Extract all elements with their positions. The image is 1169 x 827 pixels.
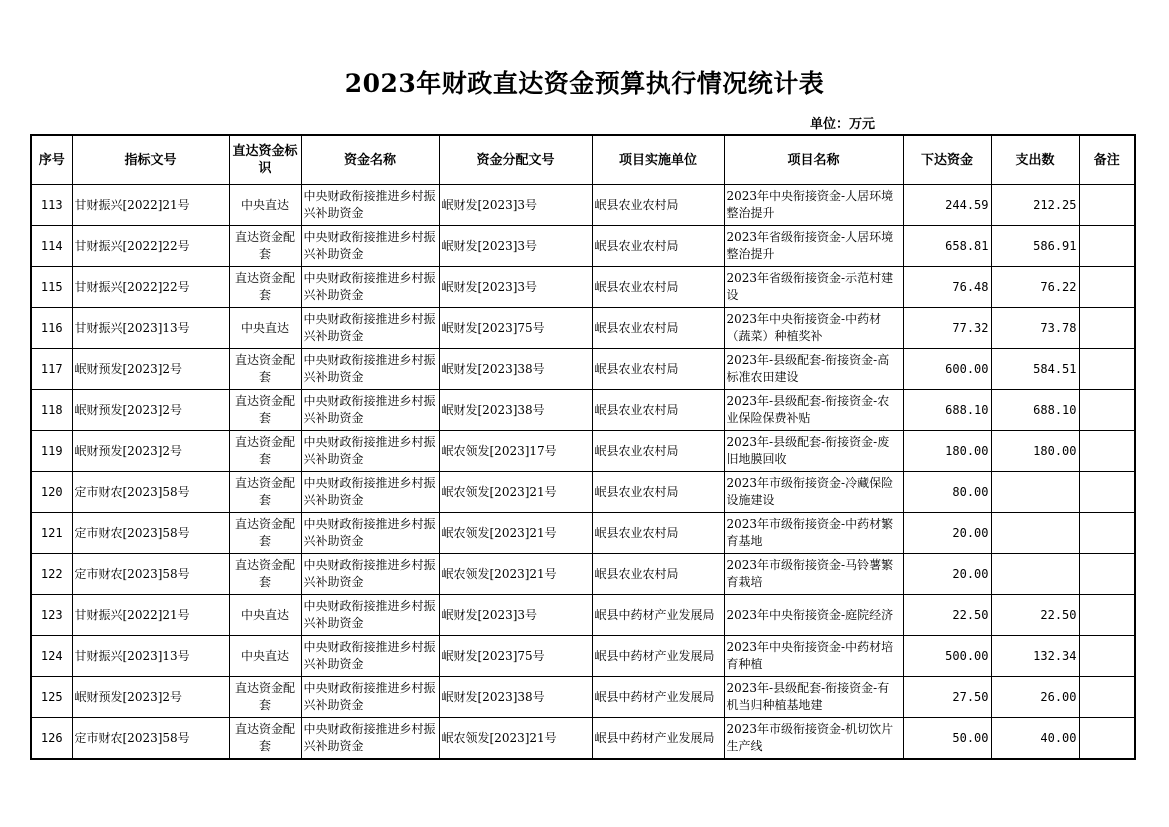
- cell-doc: 甘财振兴[2022]21号: [72, 595, 229, 636]
- budget-table: [30, 134, 1136, 760]
- cell-note: [1079, 349, 1135, 390]
- cell-alloc: 岷农领发[2023]21号: [439, 718, 592, 760]
- cell-seq: 118: [31, 390, 72, 431]
- cell-flag: 中央直达: [229, 595, 301, 636]
- cell-seq: 119: [31, 431, 72, 472]
- cell-fund: 中央财政衔接推进乡村振兴补助资金: [301, 554, 439, 595]
- cell-note: [1079, 472, 1135, 513]
- cell-seq: 123: [31, 595, 72, 636]
- cell-issued: 20.00: [903, 513, 991, 554]
- cell-flag: 直达资金配套: [229, 472, 301, 513]
- cell-doc: 岷财预发[2023]2号: [72, 677, 229, 718]
- header-note: 备注: [1079, 135, 1135, 185]
- header-flag: 直达资金标识: [229, 135, 301, 185]
- header-project: 项目名称: [724, 135, 903, 185]
- table-row: [31, 185, 1135, 226]
- cell-alloc: 岷财发[2023]75号: [439, 308, 592, 349]
- cell-unit: 岷县中药材产业发展局: [592, 636, 724, 677]
- cell-seq: 122: [31, 554, 72, 595]
- cell-note: [1079, 226, 1135, 267]
- cell-flag: 中央直达: [229, 185, 301, 226]
- cell-project: 2023年中央衔接资金-人居环境整治提升: [724, 185, 903, 226]
- cell-fund: 中央财政衔接推进乡村振兴补助资金: [301, 267, 439, 308]
- cell-project: 2023年-县级配套-衔接资金-有机当归种植基地建: [724, 677, 903, 718]
- cell-spent: 76.22: [991, 267, 1079, 308]
- cell-seq: 115: [31, 267, 72, 308]
- cell-unit: 岷县农业农村局: [592, 431, 724, 472]
- cell-seq: 114: [31, 226, 72, 267]
- cell-spent: 688.10: [991, 390, 1079, 431]
- cell-flag: 中央直达: [229, 308, 301, 349]
- cell-unit: 岷县农业农村局: [592, 349, 724, 390]
- cell-doc: 定市财农[2023]58号: [72, 554, 229, 595]
- cell-alloc: 岷农领发[2023]21号: [439, 472, 592, 513]
- table-row: [31, 349, 1135, 390]
- cell-doc: 岷财预发[2023]2号: [72, 390, 229, 431]
- cell-issued: 658.81: [903, 226, 991, 267]
- cell-issued: 500.00: [903, 636, 991, 677]
- table-row: [31, 636, 1135, 677]
- cell-fund: 中央财政衔接推进乡村振兴补助资金: [301, 226, 439, 267]
- cell-doc: 甘财振兴[2023]13号: [72, 636, 229, 677]
- cell-seq: 124: [31, 636, 72, 677]
- table-header-row: [31, 135, 1135, 185]
- cell-unit: 岷县农业农村局: [592, 226, 724, 267]
- cell-seq: 116: [31, 308, 72, 349]
- cell-flag: 直达资金配套: [229, 267, 301, 308]
- cell-seq: 125: [31, 677, 72, 718]
- cell-seq: 126: [31, 718, 72, 760]
- cell-unit: 岷县农业农村局: [592, 308, 724, 349]
- cell-alloc: 岷农领发[2023]21号: [439, 513, 592, 554]
- cell-issued: 244.59: [903, 185, 991, 226]
- cell-fund: 中央财政衔接推进乡村振兴补助资金: [301, 390, 439, 431]
- cell-doc: 定市财农[2023]58号: [72, 513, 229, 554]
- cell-spent: 212.25: [991, 185, 1079, 226]
- cell-spent: 40.00: [991, 718, 1079, 760]
- cell-project: 2023年中央衔接资金-中药材培育种植: [724, 636, 903, 677]
- cell-seq: 121: [31, 513, 72, 554]
- cell-project: 2023年-县级配套-衔接资金-高标准农田建设: [724, 349, 903, 390]
- cell-unit: 岷县中药材产业发展局: [592, 718, 724, 760]
- table-row: [31, 595, 1135, 636]
- cell-note: [1079, 595, 1135, 636]
- cell-issued: 80.00: [903, 472, 991, 513]
- table-row: [31, 472, 1135, 513]
- cell-fund: 中央财政衔接推进乡村振兴补助资金: [301, 677, 439, 718]
- cell-spent: 73.78: [991, 308, 1079, 349]
- table-row: [31, 554, 1135, 595]
- cell-issued: 688.10: [903, 390, 991, 431]
- cell-unit: 岷县农业农村局: [592, 185, 724, 226]
- cell-flag: 直达资金配套: [229, 431, 301, 472]
- cell-flag: 直达资金配套: [229, 513, 301, 554]
- cell-project: 2023年省级衔接资金-人居环境整治提升: [724, 226, 903, 267]
- cell-project: 2023年中央衔接资金-中药材（蔬菜）种植奖补: [724, 308, 903, 349]
- cell-fund: 中央财政衔接推进乡村振兴补助资金: [301, 472, 439, 513]
- cell-project: 2023年市级衔接资金-马铃薯繁育栽培: [724, 554, 903, 595]
- cell-flag: 直达资金配套: [229, 226, 301, 267]
- cell-doc: 定市财农[2023]58号: [72, 718, 229, 760]
- cell-alloc: 岷农领发[2023]21号: [439, 554, 592, 595]
- cell-fund: 中央财政衔接推进乡村振兴补助资金: [301, 185, 439, 226]
- cell-spent: 22.50: [991, 595, 1079, 636]
- cell-flag: 直达资金配套: [229, 718, 301, 760]
- cell-project: 2023年市级衔接资金-中药材繁育基地: [724, 513, 903, 554]
- cell-seq: 113: [31, 185, 72, 226]
- table-row: [31, 677, 1135, 718]
- cell-unit: 岷县农业农村局: [592, 472, 724, 513]
- cell-issued: 20.00: [903, 554, 991, 595]
- cell-spent: 180.00: [991, 431, 1079, 472]
- cell-project: 2023年-县级配套-衔接资金-农业保险保费补贴: [724, 390, 903, 431]
- header-alloc: 资金分配文号: [439, 135, 592, 185]
- cell-alloc: 岷财发[2023]3号: [439, 595, 592, 636]
- table-row: [31, 308, 1135, 349]
- header-issued: 下达资金: [903, 135, 991, 185]
- cell-flag: 直达资金配套: [229, 554, 301, 595]
- cell-project: 2023年中央衔接资金-庭院经济: [724, 595, 903, 636]
- cell-fund: 中央财政衔接推进乡村振兴补助资金: [301, 513, 439, 554]
- cell-seq: 117: [31, 349, 72, 390]
- cell-fund: 中央财政衔接推进乡村振兴补助资金: [301, 718, 439, 760]
- cell-unit: 岷县农业农村局: [592, 554, 724, 595]
- cell-note: [1079, 513, 1135, 554]
- cell-alloc: 岷财发[2023]3号: [439, 226, 592, 267]
- cell-issued: 22.50: [903, 595, 991, 636]
- cell-note: [1079, 718, 1135, 760]
- cell-issued: 180.00: [903, 431, 991, 472]
- cell-alloc: 岷财发[2023]3号: [439, 185, 592, 226]
- cell-spent: 586.91: [991, 226, 1079, 267]
- cell-unit: 岷县农业农村局: [592, 267, 724, 308]
- cell-note: [1079, 554, 1135, 595]
- cell-fund: 中央财政衔接推进乡村振兴补助资金: [301, 431, 439, 472]
- cell-fund: 中央财政衔接推进乡村振兴补助资金: [301, 308, 439, 349]
- cell-alloc: 岷财发[2023]75号: [439, 636, 592, 677]
- table-row: [31, 390, 1135, 431]
- cell-flag: 中央直达: [229, 636, 301, 677]
- cell-alloc: 岷财发[2023]38号: [439, 349, 592, 390]
- cell-doc: 岷财预发[2023]2号: [72, 349, 229, 390]
- cell-project: 2023年市级衔接资金-机切饮片生产线: [724, 718, 903, 760]
- table-row: [31, 431, 1135, 472]
- cell-issued: 76.48: [903, 267, 991, 308]
- cell-spent: [991, 513, 1079, 554]
- header-doc: 指标文号: [72, 135, 229, 185]
- cell-spent: 584.51: [991, 349, 1079, 390]
- cell-seq: 120: [31, 472, 72, 513]
- cell-alloc: 岷财发[2023]38号: [439, 677, 592, 718]
- cell-note: [1079, 431, 1135, 472]
- cell-doc: 岷财预发[2023]2号: [72, 431, 229, 472]
- table-row: [31, 267, 1135, 308]
- cell-spent: 132.34: [991, 636, 1079, 677]
- cell-issued: 600.00: [903, 349, 991, 390]
- cell-fund: 中央财政衔接推进乡村振兴补助资金: [301, 636, 439, 677]
- page-title: 2023年财政直达资金预算执行情况统计表: [344, 69, 825, 98]
- cell-note: [1079, 308, 1135, 349]
- cell-spent: 26.00: [991, 677, 1079, 718]
- cell-unit: 岷县农业农村局: [592, 390, 724, 431]
- cell-project: 2023年省级衔接资金-示范村建设: [724, 267, 903, 308]
- unit-label: 单位：万元: [810, 117, 876, 132]
- cell-issued: 77.32: [903, 308, 991, 349]
- header-seq: 序号: [31, 135, 72, 185]
- cell-unit: 岷县中药材产业发展局: [592, 677, 724, 718]
- cell-doc: 甘财振兴[2023]13号: [72, 308, 229, 349]
- cell-flag: 直达资金配套: [229, 677, 301, 718]
- cell-note: [1079, 390, 1135, 431]
- cell-note: [1079, 185, 1135, 226]
- cell-alloc: 岷农领发[2023]17号: [439, 431, 592, 472]
- cell-issued: 27.50: [903, 677, 991, 718]
- table-row: [31, 513, 1135, 554]
- cell-spent: [991, 554, 1079, 595]
- cell-fund: 中央财政衔接推进乡村振兴补助资金: [301, 349, 439, 390]
- cell-unit: 岷县中药材产业发展局: [592, 595, 724, 636]
- table-row: [31, 718, 1135, 760]
- header-spent: 支出数: [991, 135, 1079, 185]
- cell-project: 2023年市级衔接资金-冷藏保险设施建设: [724, 472, 903, 513]
- cell-project: 2023年-县级配套-衔接资金-废旧地膜回收: [724, 431, 903, 472]
- cell-doc: 甘财振兴[2022]22号: [72, 267, 229, 308]
- cell-note: [1079, 636, 1135, 677]
- table-row: [31, 226, 1135, 267]
- cell-note: [1079, 677, 1135, 718]
- cell-alloc: 岷财发[2023]38号: [439, 390, 592, 431]
- cell-alloc: 岷财发[2023]3号: [439, 267, 592, 308]
- cell-flag: 直达资金配套: [229, 390, 301, 431]
- cell-issued: 50.00: [903, 718, 991, 760]
- cell-spent: [991, 472, 1079, 513]
- header-unit: 项目实施单位: [592, 135, 724, 185]
- header-fund: 资金名称: [301, 135, 439, 185]
- cell-doc: 定市财农[2023]58号: [72, 472, 229, 513]
- cell-flag: 直达资金配套: [229, 349, 301, 390]
- cell-doc: 甘财振兴[2022]22号: [72, 226, 229, 267]
- cell-unit: 岷县农业农村局: [592, 513, 724, 554]
- cell-doc: 甘财振兴[2022]21号: [72, 185, 229, 226]
- cell-fund: 中央财政衔接推进乡村振兴补助资金: [301, 595, 439, 636]
- cell-note: [1079, 267, 1135, 308]
